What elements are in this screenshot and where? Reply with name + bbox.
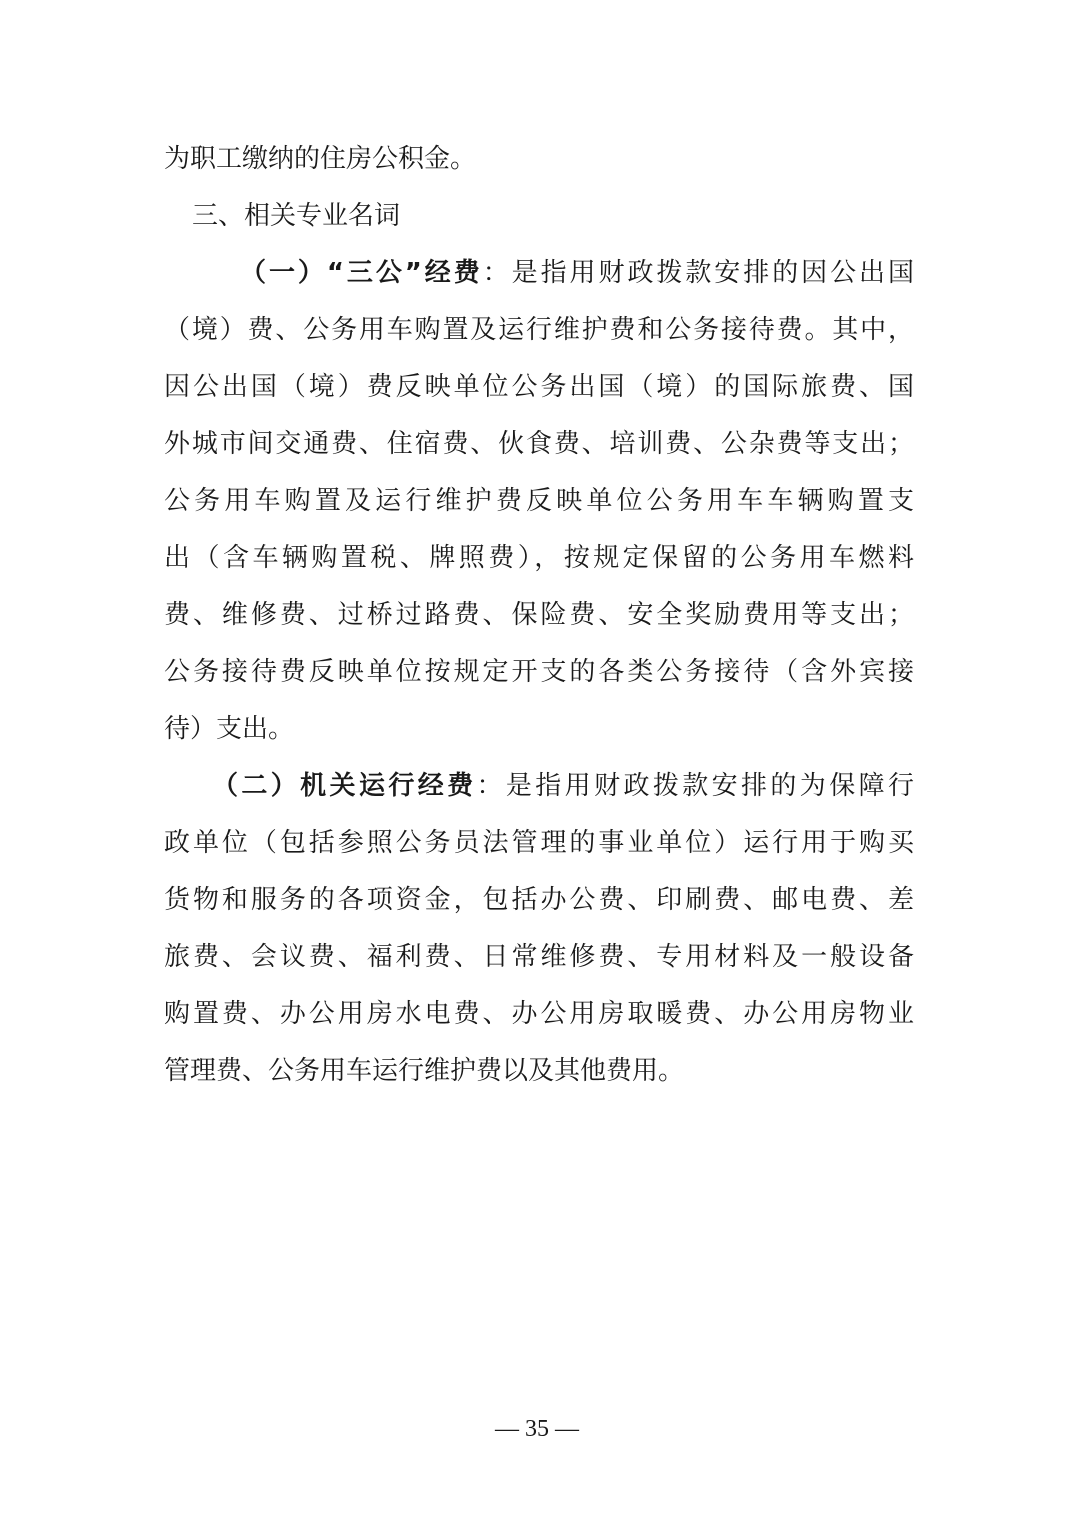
term-1-line: 因公出国（境）费反映单位公务出国（境）的国际旅费、国 <box>164 372 914 402</box>
term-2-first-line <box>212 769 914 803</box>
term-2-line: 管理费、公务用车运行维护费以及其他费用。 <box>164 1056 685 1086</box>
term-2-line: 旅费、会议费、福利费、日常维修费、专用材料及一般设备 <box>164 942 914 972</box>
carryover-line: 为职工缴纳的住房公积金。 <box>164 144 477 174</box>
term-1-line: 公务用车购置及运行维护费反映单位公务用车车辆购置支 <box>164 486 914 516</box>
page-number: — 35 — <box>495 1416 579 1442</box>
term-1-line: 公务接待费反映单位按规定开支的各类公务接待（含外宾接 <box>164 657 914 687</box>
term-1-line: （境）费、公务用车购置及运行维护费和公务接待费。其中， <box>164 315 914 345</box>
term-1-line: 费、维修费、过桥过路费、保险费、安全奖励费用等支出； <box>164 600 914 630</box>
term-1-line: 外城市间交通费、住宿费、伙食费、培训费、公杂费等支出； <box>164 429 914 459</box>
term-2-label: （二）机关运行经费 <box>212 771 477 801</box>
term-2-line-0: ：是指用财政拨款安排的为保障行 <box>476 771 914 801</box>
term-1-line-0: ：是指用财政拨款安排的因公出国 <box>482 258 914 288</box>
term-2-line: 购置费、办公用房水电费、办公用房取暖费、办公用房物业 <box>164 999 914 1029</box>
term-2-line: 政单位（包括参照公务员法管理的事业单位）运行用于购买 <box>164 828 914 858</box>
term-1-line: 出（含车辆购置税、牌照费），按规定保留的公务用车燃料 <box>164 543 914 573</box>
section-heading: 三、相关专业名词 <box>192 201 401 231</box>
term-1-line: 待）支出。 <box>164 714 295 744</box>
term-1-label: （一）“三公”经费 <box>240 258 483 288</box>
term-1-first-line <box>240 256 914 290</box>
term-2-line: 货物和服务的各项资金，包括办公费、印刷费、邮电费、差 <box>164 885 914 915</box>
